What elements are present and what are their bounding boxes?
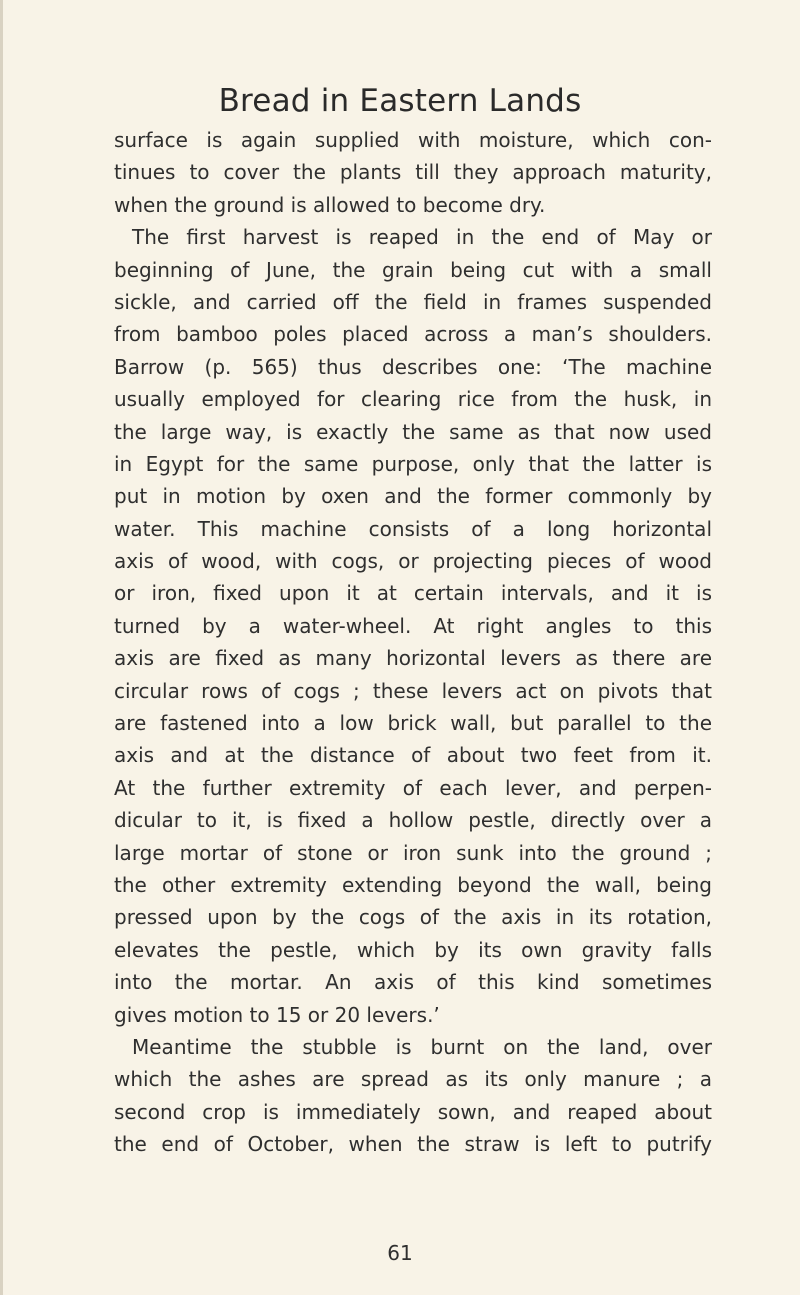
text-line: beginning of June, the grain being cut with a small (114, 257, 712, 282)
text-line: pressed upon by the cogs of the axis in its rotation, (114, 905, 712, 930)
text-line: Barrow (p. 565) thus describes one: ‘The machine (114, 354, 712, 379)
text-line: the large way, is exactly the same as that now used (114, 419, 712, 444)
text-line: the other extremity extending beyond the wall, being (114, 872, 712, 897)
text-line: put in motion by oxen and the former commonly by (114, 484, 712, 509)
text-line: circular rows of cogs ; these levers act on pivots that (114, 678, 712, 703)
text-line: in Egypt for the same purpose, only that the latter is (114, 451, 712, 476)
text-line: axis of wood, with cogs, or projecting pieces of wood (114, 549, 712, 574)
text-line: At the further extremity of each lever, and perpen- (114, 775, 712, 800)
text-line: are fastened into a low brick wall, but parallel to the (114, 711, 712, 736)
body-text (114, 124, 712, 1161)
text-line: the end of October, when the straw is left to putrify (114, 1132, 712, 1157)
text-line: dicular to it, is fixed a hollow pestle, directly over a (114, 808, 712, 833)
running-head: Bread in Eastern Lands (218, 83, 582, 119)
text-line: water. This machine consists of a long horizontal (114, 516, 712, 541)
text-line: which the ashes are spread as its only manure ; a (114, 1067, 712, 1092)
text-line: axis and at the distance of about two feet from it. (114, 743, 712, 768)
page-edge (0, 0, 3, 1295)
page-number: 61 (387, 1241, 413, 1265)
text-line: tinues to cover the plants till they approach maturity, (114, 160, 712, 185)
text-line: when the ground is allowed to become dry. (114, 192, 546, 217)
text-line: large mortar of stone or iron sunk into the ground ; (114, 840, 712, 865)
text-line: into the mortar. An axis of this kind sometimes (114, 970, 712, 995)
text-line: sickle, and carried off the field in frames suspended (114, 289, 712, 314)
text-line: Meantime the stubble is burnt on the land, over (132, 1034, 712, 1059)
text-line: gives motion to 15 or 20 levers.’ (114, 1002, 440, 1027)
text-line: from bamboo poles placed across a man’s shoulders. (114, 322, 712, 347)
text-line: axis are fixed as many horizontal levers as there are (114, 646, 712, 671)
text-line: usually employed for clearing rice from the husk, in (114, 387, 712, 412)
text-line: surface is again supplied with moisture, which con- (114, 128, 712, 152)
text-line: The first harvest is reaped in the end of May or (132, 225, 712, 250)
text-line: second crop is immediately sown, and reaped about (114, 1099, 712, 1124)
text-line: elevates the pestle, which by its own gravity falls (114, 937, 712, 962)
text-line: turned by a water-wheel. At right angles to this (114, 613, 712, 638)
text-line: or iron, fixed upon it at certain intervals, and it is (114, 581, 712, 606)
